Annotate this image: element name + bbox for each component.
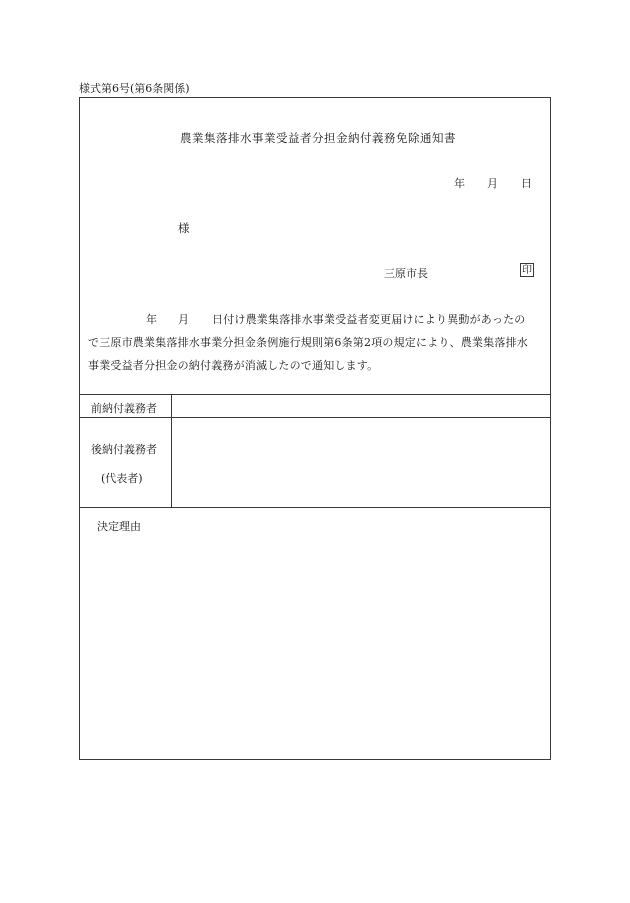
body-year: 年 [146,313,158,326]
decision-reason-label: 決定理由 [97,520,141,533]
form-frame [79,97,551,760]
date-month: 月 [487,177,498,190]
table-divider-middle [79,417,551,418]
form-number: 様式第6号(第6条関係) [79,82,190,95]
body-month: 月 [178,313,190,326]
table-column-divider [171,394,172,507]
issuer-name: 三原市長 [384,267,428,280]
body-line-1: 日付け農業集落排水事業受益者変更届けにより異動があったの [212,313,526,326]
document-title: 農業集落排水事業受益者分担金納付義務免除通知書 [180,131,456,145]
seal-mark: 印 [522,265,532,276]
date-year: 年 [454,177,465,190]
date-day: 日 [521,177,532,190]
next-obligor-label: 後納付義務者 [91,443,157,456]
previous-obligor-label: 前納付義務者 [91,402,157,415]
addressee-suffix: 様 [178,221,190,235]
body-line-2: で三原市農業集落排水事業分担金条例施行規則第6条第2項の規定により、農業集落排水 [88,336,528,349]
body-line-3: 事業受益者分担金の納付義務が消滅したので通知します。 [88,359,379,372]
table-divider-top [79,394,551,395]
table-divider-bottom [79,507,551,508]
representative-label: (代表者) [101,472,143,485]
